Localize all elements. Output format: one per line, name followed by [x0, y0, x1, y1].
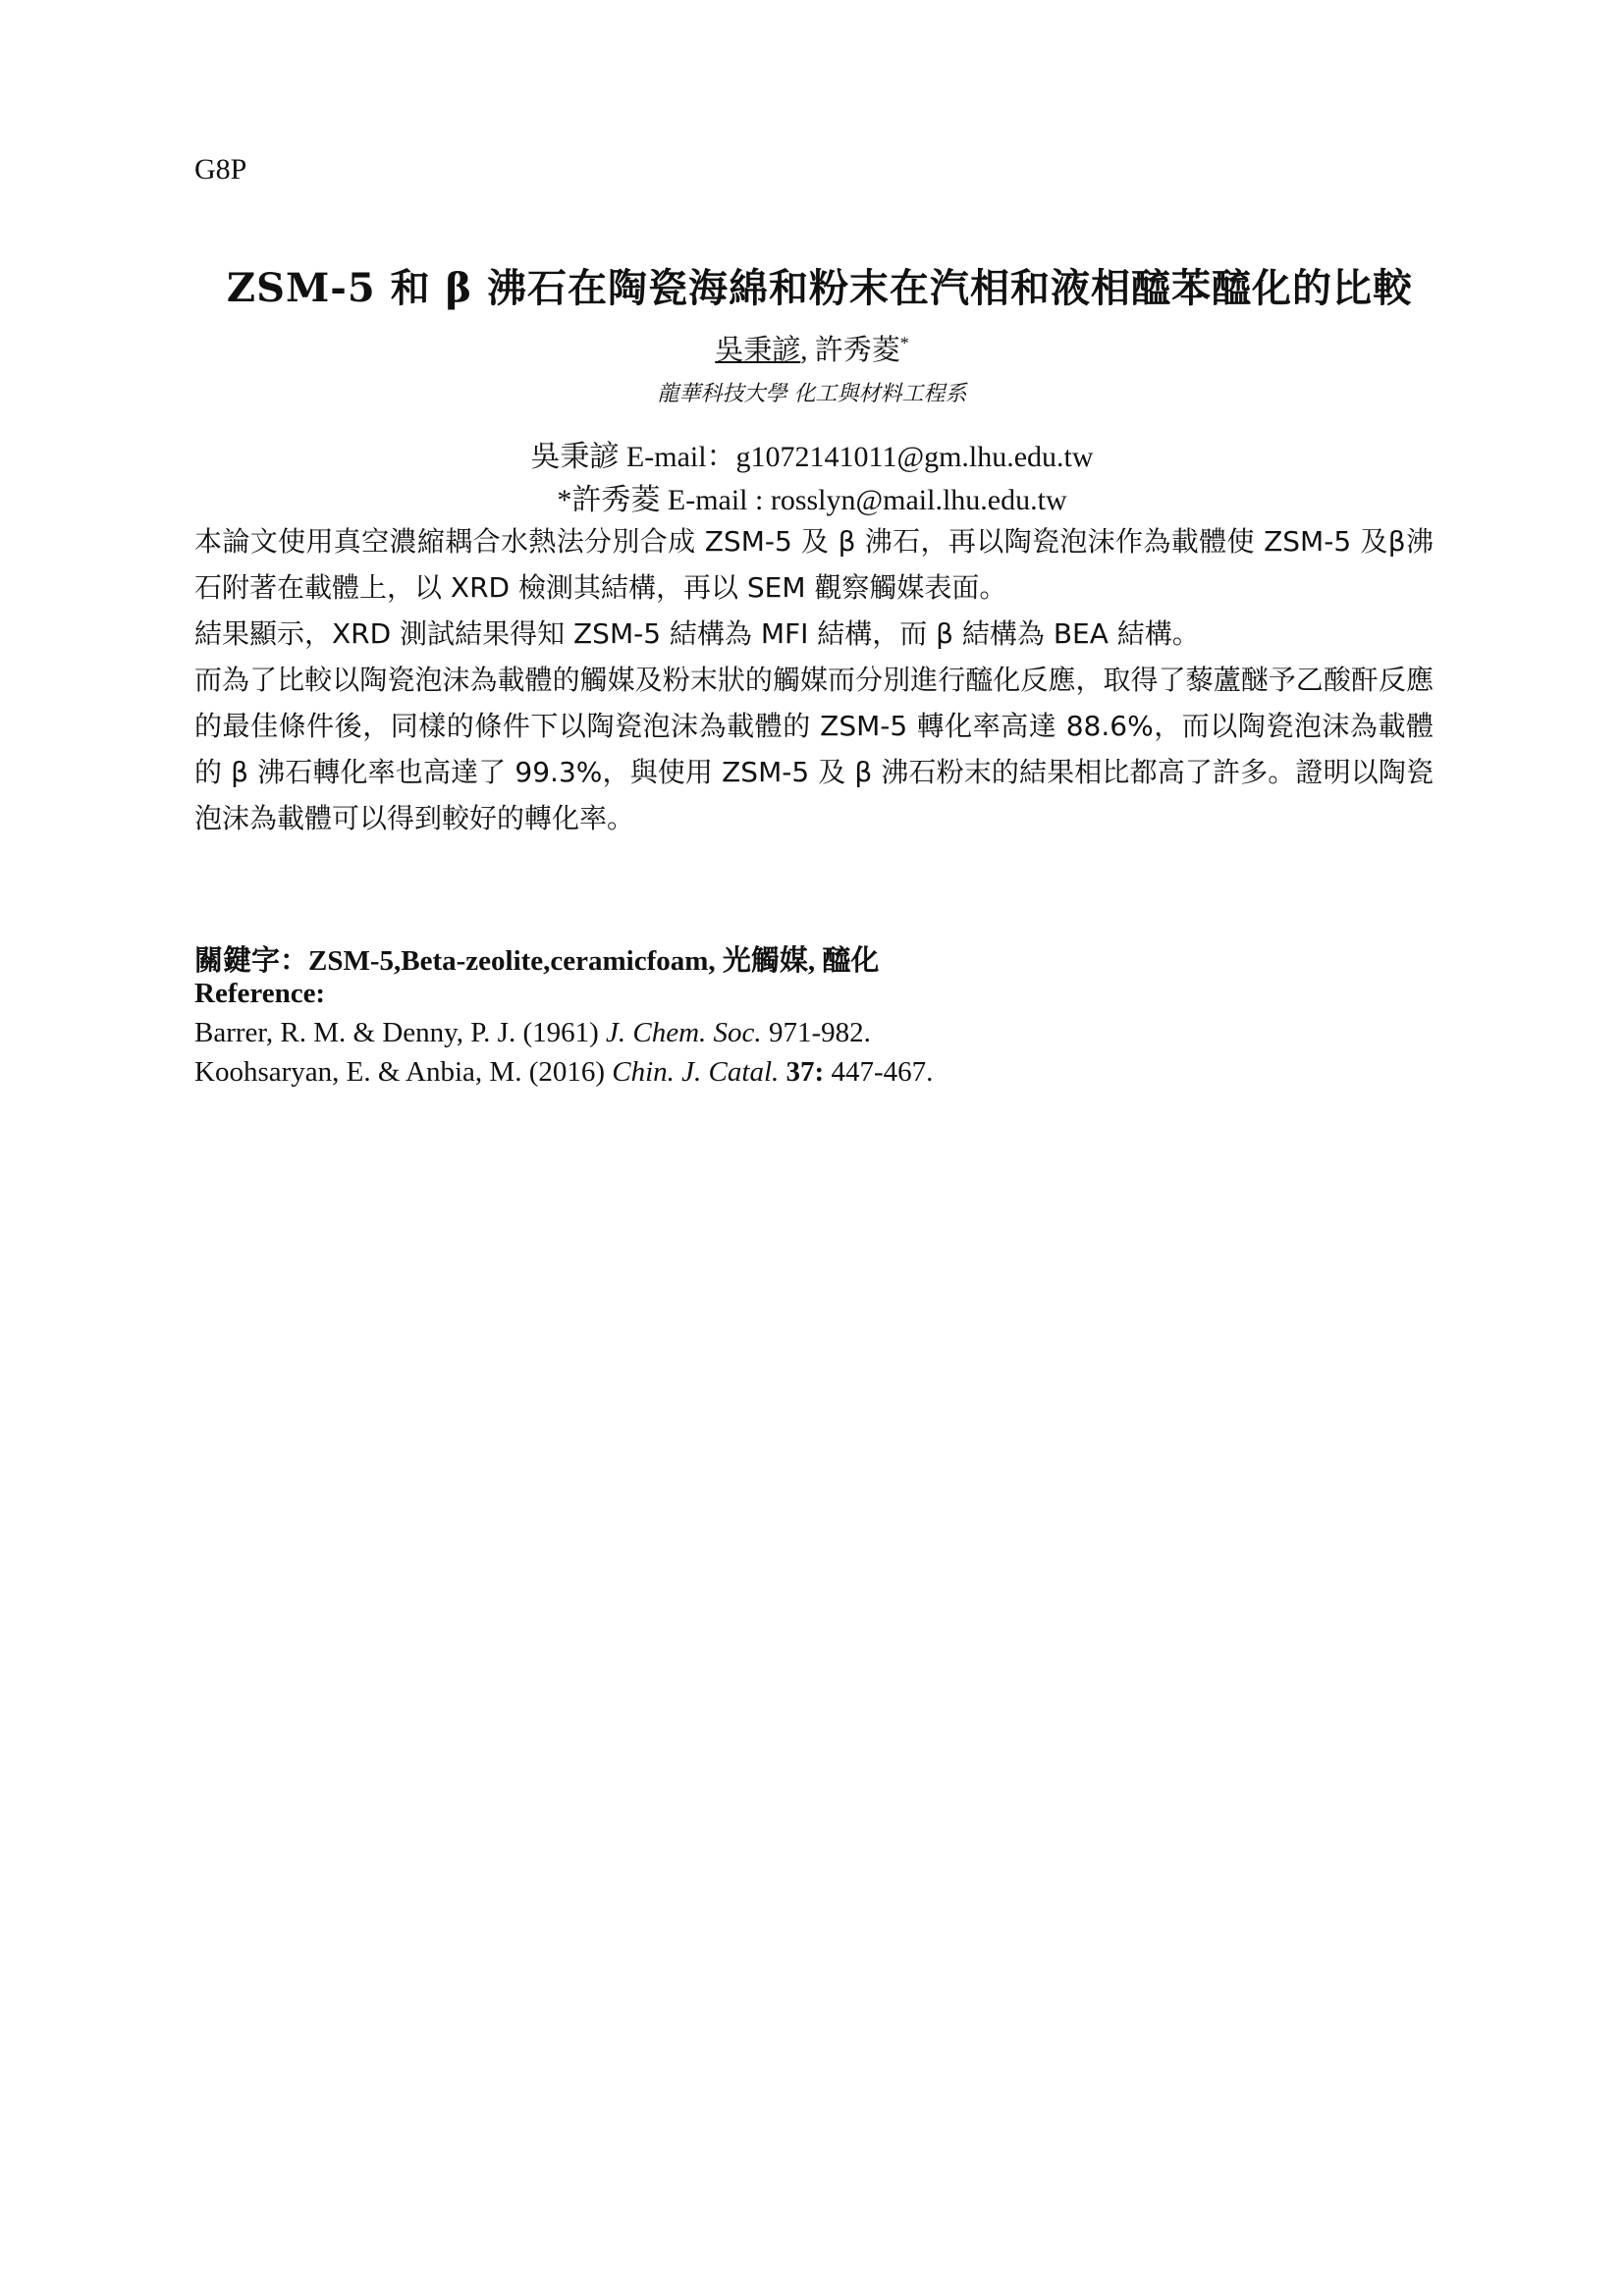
keywords: 關鍵字：ZSM-5,Beta-zeolite,ceramicfoam, 光觸媒, 醯化 [194, 945, 880, 977]
abstract [194, 518, 1434, 841]
paper-code: G8P [194, 153, 247, 186]
reference-pages: 447-467. [824, 1056, 934, 1088]
affiliation: 龍華科技大學 化工與材料工程系 [657, 382, 967, 406]
reference-heading: Reference: [194, 978, 326, 1009]
paper-title: ZSM-5 和 β 沸石在陶瓷海綿和粉末在汽相和液相醯苯醯化的比較 [226, 265, 1414, 311]
email-line-corresponding: *許秀菱 E-mail : rosslyn@mail.lhu.edu.tw [557, 484, 1067, 516]
author-second: 許秀菱 [814, 335, 900, 366]
reference-item [194, 1056, 933, 1089]
abstract-paragraph: 結果顯示，XRD 測試結果得知 ZSM-5 結構為 MFI 結構，而 β 結構為 BEA 結構。 [194, 617, 1200, 650]
reference-journal: J. Chem. Soc. [606, 1017, 762, 1048]
corresponding-mark: * [899, 333, 909, 353]
reference-journal: Chin. J. Catal. [612, 1056, 780, 1088]
abstract-paragraph: 而為了比較以陶瓷泡沫為載體的觸媒及粉末狀的觸媒而分別進行醯化反應，取得了藜蘆醚予乙酸酐反應的最佳條件後，同樣的條件下以陶瓷泡沫為載體的 ZSM-5 轉化率高達 88.6%，而以陶瓷泡沫為載體的 β 沸石轉化率也高達了 99.3%，與使用 ZSM-5 及 β 沸石粉末的結果相比都高了許多。證明以陶瓷泡沫為載體可以得到較好的轉化率。 [194, 664, 1434, 834]
reference-pages: 971-982. [761, 1017, 871, 1048]
reference-item [194, 1017, 871, 1049]
reference-authors: Koohsaryan, E. & Anbia, M. (2016) [194, 1056, 613, 1088]
email-line-first-author: 吳秉諺 E-mail：g1072141011@gm.lhu.edu.tw [530, 441, 1094, 473]
author-first: 吳秉諺 [715, 335, 801, 366]
abstract-paragraph: 本論文使用真空濃縮耦合水熱法分別合成 ZSM-5 及 β 沸石，再以陶瓷泡沫作為載體使 ZSM-5 及β沸石附著在載體上，以 XRD 檢測其結構，再以 SEM 觀察觸媒表面。 [194, 525, 1434, 604]
author-separator: , [800, 335, 808, 366]
reference-authors: Barrer, R. M. & Denny, P. J. (1961) [194, 1017, 607, 1048]
reference-volume: 37: [779, 1056, 825, 1088]
author-line [0, 328, 1624, 368]
